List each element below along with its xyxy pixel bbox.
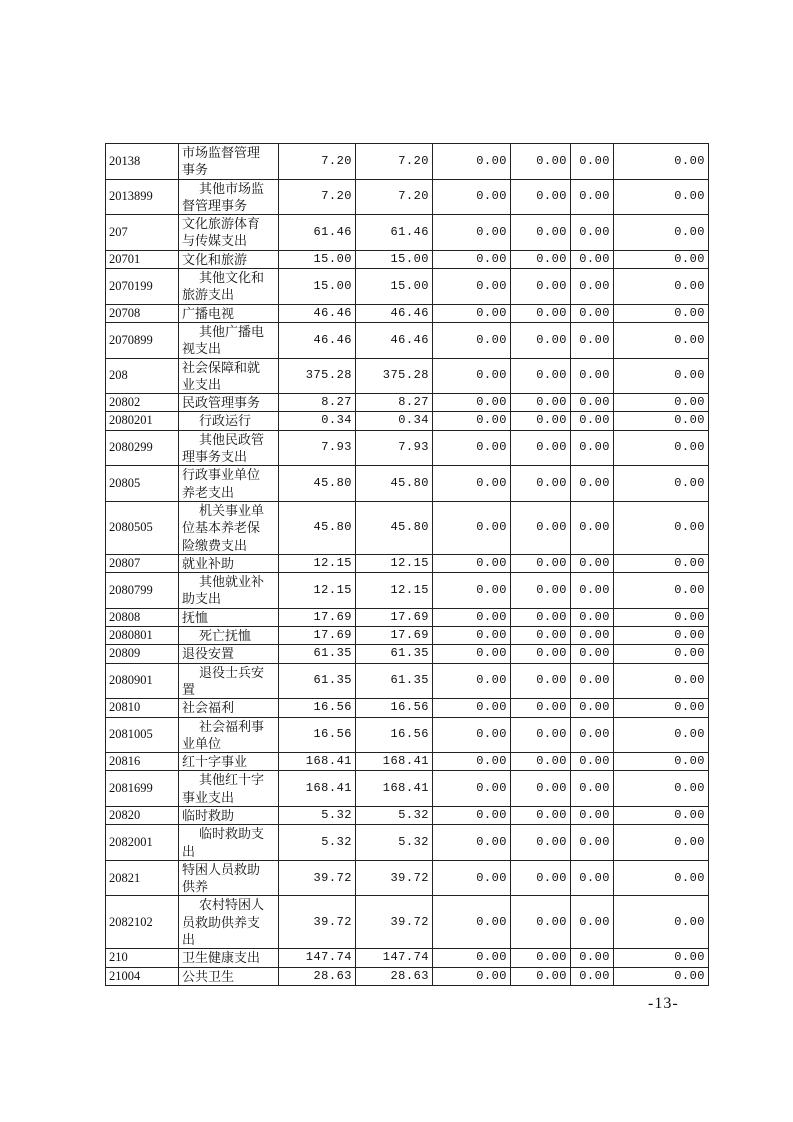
amount-cell: 0.00 bbox=[571, 144, 614, 180]
subject-code: 20807 bbox=[106, 554, 179, 572]
subject-name: 农村特困人员救助供养支出 bbox=[179, 896, 279, 949]
table-row bbox=[106, 699, 709, 717]
amount-cell: 0.00 bbox=[511, 949, 571, 967]
page-number: -13- bbox=[648, 995, 679, 1012]
amount-cell: 15.00 bbox=[356, 250, 433, 268]
subject-code: 2080801 bbox=[106, 627, 179, 645]
amount-cell: 0.00 bbox=[571, 412, 614, 430]
amount-cell: 0.00 bbox=[571, 250, 614, 268]
amount-cell: 0.00 bbox=[433, 269, 511, 305]
subject-name: 广播电视 bbox=[179, 304, 279, 322]
amount-cell: 0.00 bbox=[571, 967, 614, 985]
subject-name: 红十字事业 bbox=[179, 753, 279, 771]
amount-cell: 0.00 bbox=[571, 358, 614, 394]
amount-cell: 0.00 bbox=[571, 627, 614, 645]
amount-cell: 45.80 bbox=[279, 501, 356, 554]
amount-cell: 39.72 bbox=[356, 860, 433, 896]
amount-cell: 7.20 bbox=[279, 144, 356, 180]
subject-name: 民政管理事务 bbox=[179, 394, 279, 412]
table-row bbox=[106, 896, 709, 949]
amount-cell: 0.00 bbox=[511, 179, 571, 215]
subject-name: 就业补助 bbox=[179, 554, 279, 572]
subject-code: 208 bbox=[106, 358, 179, 394]
amount-cell: 0.00 bbox=[614, 699, 709, 717]
amount-cell: 61.35 bbox=[356, 663, 433, 699]
amount-cell: 0.00 bbox=[433, 394, 511, 412]
subject-name: 市场监督管理事务 bbox=[179, 144, 279, 180]
amount-cell: 0.00 bbox=[433, 322, 511, 358]
amount-cell: 0.00 bbox=[571, 949, 614, 967]
amount-cell: 0.00 bbox=[571, 753, 614, 771]
amount-cell: 5.32 bbox=[279, 825, 356, 861]
amount-cell: 16.56 bbox=[279, 699, 356, 717]
amount-cell: 0.00 bbox=[571, 645, 614, 663]
amount-cell: 0.00 bbox=[571, 304, 614, 322]
table-row bbox=[106, 771, 709, 807]
amount-cell: 39.72 bbox=[356, 896, 433, 949]
amount-cell: 0.00 bbox=[614, 771, 709, 807]
subject-name: 文化和旅游 bbox=[179, 250, 279, 268]
subject-name: 临时救助 bbox=[179, 806, 279, 824]
subject-code: 20802 bbox=[106, 394, 179, 412]
amount-cell: 0.34 bbox=[356, 412, 433, 430]
amount-cell: 0.00 bbox=[511, 967, 571, 985]
subject-code: 2081005 bbox=[106, 717, 179, 753]
amount-cell: 147.74 bbox=[356, 949, 433, 967]
subject-code: 20816 bbox=[106, 753, 179, 771]
amount-cell: 0.00 bbox=[511, 771, 571, 807]
amount-cell: 0.00 bbox=[571, 663, 614, 699]
subject-name: 其他市场监督管理事务 bbox=[179, 179, 279, 215]
amount-cell: 0.00 bbox=[571, 466, 614, 502]
subject-code: 2070899 bbox=[106, 322, 179, 358]
amount-cell: 0.00 bbox=[511, 501, 571, 554]
subject-name: 卫生健康支出 bbox=[179, 949, 279, 967]
amount-cell: 46.46 bbox=[279, 322, 356, 358]
amount-cell: 0.00 bbox=[433, 250, 511, 268]
subject-code: 20708 bbox=[106, 304, 179, 322]
amount-cell: 0.00 bbox=[433, 896, 511, 949]
amount-cell: 0.00 bbox=[433, 215, 511, 251]
amount-cell: 0.00 bbox=[433, 466, 511, 502]
table-row bbox=[106, 269, 709, 305]
table-row bbox=[106, 304, 709, 322]
amount-cell: 0.00 bbox=[433, 430, 511, 466]
amount-cell: 0.00 bbox=[614, 144, 709, 180]
table-row bbox=[106, 394, 709, 412]
subject-name: 机关事业单位基本养老保险缴费支出 bbox=[179, 501, 279, 554]
subject-name: 社会福利事业单位 bbox=[179, 717, 279, 753]
amount-cell: 0.00 bbox=[571, 322, 614, 358]
amount-cell: 0.00 bbox=[614, 466, 709, 502]
amount-cell: 0.00 bbox=[614, 825, 709, 861]
table-row bbox=[106, 250, 709, 268]
amount-cell: 8.27 bbox=[356, 394, 433, 412]
amount-cell: 16.56 bbox=[356, 699, 433, 717]
amount-cell: 0.00 bbox=[433, 645, 511, 663]
amount-cell: 0.00 bbox=[571, 608, 614, 626]
amount-cell: 0.00 bbox=[511, 717, 571, 753]
amount-cell: 16.56 bbox=[356, 717, 433, 753]
table-row bbox=[106, 358, 709, 394]
amount-cell: 0.00 bbox=[511, 250, 571, 268]
amount-cell: 16.56 bbox=[279, 717, 356, 753]
amount-cell: 0.00 bbox=[614, 179, 709, 215]
amount-cell: 0.00 bbox=[511, 608, 571, 626]
subject-name: 特困人员救助供养 bbox=[179, 860, 279, 896]
subject-name: 文化旅游体育与传媒支出 bbox=[179, 215, 279, 251]
amount-cell: 0.00 bbox=[511, 430, 571, 466]
subject-name: 临时救助支出 bbox=[179, 825, 279, 861]
amount-cell: 0.00 bbox=[614, 412, 709, 430]
amount-cell: 0.00 bbox=[614, 269, 709, 305]
table-row bbox=[106, 608, 709, 626]
amount-cell: 0.00 bbox=[614, 608, 709, 626]
table-row bbox=[106, 627, 709, 645]
amount-cell: 0.00 bbox=[614, 663, 709, 699]
subject-code: 2080799 bbox=[106, 573, 179, 609]
table-row bbox=[106, 501, 709, 554]
amount-cell: 46.46 bbox=[279, 304, 356, 322]
amount-cell: 168.41 bbox=[279, 771, 356, 807]
table-row bbox=[106, 645, 709, 663]
amount-cell: 0.00 bbox=[571, 896, 614, 949]
subject-code: 210 bbox=[106, 949, 179, 967]
amount-cell: 5.32 bbox=[279, 806, 356, 824]
amount-cell: 45.80 bbox=[279, 466, 356, 502]
amount-cell: 0.00 bbox=[614, 717, 709, 753]
amount-cell: 15.00 bbox=[279, 269, 356, 305]
subject-code: 20810 bbox=[106, 699, 179, 717]
amount-cell: 0.00 bbox=[571, 825, 614, 861]
amount-cell: 0.00 bbox=[511, 663, 571, 699]
table-row bbox=[106, 860, 709, 896]
amount-cell: 0.00 bbox=[614, 967, 709, 985]
amount-cell: 0.00 bbox=[614, 627, 709, 645]
amount-cell: 0.00 bbox=[571, 717, 614, 753]
amount-cell: 0.00 bbox=[511, 215, 571, 251]
table-row bbox=[106, 322, 709, 358]
subject-name: 退役士兵安置 bbox=[179, 663, 279, 699]
amount-cell: 0.00 bbox=[614, 949, 709, 967]
amount-cell: 17.69 bbox=[279, 627, 356, 645]
amount-cell: 0.00 bbox=[433, 179, 511, 215]
amount-cell: 375.28 bbox=[279, 358, 356, 394]
amount-cell: 0.00 bbox=[433, 806, 511, 824]
amount-cell: 168.41 bbox=[356, 753, 433, 771]
table-row bbox=[106, 949, 709, 967]
subject-code: 20821 bbox=[106, 860, 179, 896]
amount-cell: 0.00 bbox=[571, 699, 614, 717]
table-row bbox=[106, 717, 709, 753]
amount-cell: 0.00 bbox=[433, 358, 511, 394]
amount-cell: 17.69 bbox=[356, 608, 433, 626]
subject-code: 20820 bbox=[106, 806, 179, 824]
amount-cell: 0.00 bbox=[511, 322, 571, 358]
amount-cell: 0.00 bbox=[614, 753, 709, 771]
subject-code: 2080505 bbox=[106, 501, 179, 554]
subject-name: 其他文化和旅游支出 bbox=[179, 269, 279, 305]
amount-cell: 0.00 bbox=[571, 269, 614, 305]
amount-cell: 0.00 bbox=[511, 860, 571, 896]
amount-cell: 39.72 bbox=[279, 860, 356, 896]
amount-cell: 0.00 bbox=[571, 771, 614, 807]
amount-cell: 0.00 bbox=[511, 753, 571, 771]
amount-cell: 61.46 bbox=[356, 215, 433, 251]
table-row bbox=[106, 466, 709, 502]
subject-code: 2080299 bbox=[106, 430, 179, 466]
table-row bbox=[106, 806, 709, 824]
amount-cell: 0.34 bbox=[279, 412, 356, 430]
subject-code: 20808 bbox=[106, 608, 179, 626]
subject-name: 其他就业补助支出 bbox=[179, 573, 279, 609]
subject-name: 社会福利 bbox=[179, 699, 279, 717]
amount-cell: 0.00 bbox=[614, 394, 709, 412]
amount-cell: 0.00 bbox=[433, 304, 511, 322]
amount-cell: 0.00 bbox=[433, 967, 511, 985]
table-row bbox=[106, 144, 709, 180]
amount-cell: 0.00 bbox=[433, 554, 511, 572]
amount-cell: 0.00 bbox=[614, 250, 709, 268]
amount-cell: 0.00 bbox=[614, 896, 709, 949]
subject-name: 抚恤 bbox=[179, 608, 279, 626]
table-row bbox=[106, 967, 709, 985]
subject-code: 2013899 bbox=[106, 179, 179, 215]
subject-name: 其他红十字事业支出 bbox=[179, 771, 279, 807]
amount-cell: 61.35 bbox=[279, 645, 356, 663]
subject-name: 社会保障和就业支出 bbox=[179, 358, 279, 394]
amount-cell: 0.00 bbox=[614, 304, 709, 322]
amount-cell: 0.00 bbox=[511, 825, 571, 861]
amount-cell: 0.00 bbox=[433, 771, 511, 807]
subject-code: 20701 bbox=[106, 250, 179, 268]
amount-cell: 0.00 bbox=[511, 896, 571, 949]
table-row bbox=[106, 663, 709, 699]
amount-cell: 5.32 bbox=[356, 806, 433, 824]
amount-cell: 0.00 bbox=[511, 269, 571, 305]
subject-code: 2082102 bbox=[106, 896, 179, 949]
amount-cell: 168.41 bbox=[356, 771, 433, 807]
subject-name: 行政事业单位养老支出 bbox=[179, 466, 279, 502]
subject-name: 行政运行 bbox=[179, 412, 279, 430]
amount-cell: 0.00 bbox=[614, 430, 709, 466]
amount-cell: 28.63 bbox=[279, 967, 356, 985]
subject-code: 2081699 bbox=[106, 771, 179, 807]
amount-cell: 7.20 bbox=[279, 179, 356, 215]
subject-name: 其他广播电视支出 bbox=[179, 322, 279, 358]
amount-cell: 15.00 bbox=[356, 269, 433, 305]
subject-code: 20138 bbox=[106, 144, 179, 180]
amount-cell: 0.00 bbox=[433, 608, 511, 626]
subject-code: 21004 bbox=[106, 967, 179, 985]
amount-cell: 0.00 bbox=[433, 949, 511, 967]
table-row bbox=[106, 825, 709, 861]
amount-cell: 0.00 bbox=[614, 860, 709, 896]
table-row bbox=[106, 430, 709, 466]
amount-cell: 0.00 bbox=[511, 394, 571, 412]
amount-cell: 5.32 bbox=[356, 825, 433, 861]
subject-code: 2080201 bbox=[106, 412, 179, 430]
amount-cell: 0.00 bbox=[511, 466, 571, 502]
amount-cell: 17.69 bbox=[356, 627, 433, 645]
amount-cell: 0.00 bbox=[571, 394, 614, 412]
amount-cell: 17.69 bbox=[279, 608, 356, 626]
amount-cell: 0.00 bbox=[433, 144, 511, 180]
subject-name: 死亡抚恤 bbox=[179, 627, 279, 645]
amount-cell: 0.00 bbox=[571, 215, 614, 251]
amount-cell: 0.00 bbox=[571, 430, 614, 466]
amount-cell: 0.00 bbox=[511, 573, 571, 609]
amount-cell: 12.15 bbox=[356, 573, 433, 609]
amount-cell: 0.00 bbox=[511, 627, 571, 645]
amount-cell: 0.00 bbox=[433, 699, 511, 717]
amount-cell: 0.00 bbox=[511, 806, 571, 824]
amount-cell: 0.00 bbox=[433, 825, 511, 861]
amount-cell: 45.80 bbox=[356, 501, 433, 554]
amount-cell: 15.00 bbox=[279, 250, 356, 268]
amount-cell: 0.00 bbox=[433, 663, 511, 699]
table-body bbox=[106, 144, 709, 986]
subject-code: 2070199 bbox=[106, 269, 179, 305]
amount-cell: 12.15 bbox=[356, 554, 433, 572]
amount-cell: 7.93 bbox=[279, 430, 356, 466]
amount-cell: 0.00 bbox=[433, 573, 511, 609]
amount-cell: 0.00 bbox=[571, 806, 614, 824]
amount-cell: 61.35 bbox=[356, 645, 433, 663]
amount-cell: 375.28 bbox=[356, 358, 433, 394]
amount-cell: 0.00 bbox=[571, 573, 614, 609]
amount-cell: 39.72 bbox=[279, 896, 356, 949]
amount-cell: 0.00 bbox=[614, 358, 709, 394]
amount-cell: 0.00 bbox=[433, 717, 511, 753]
amount-cell: 45.80 bbox=[356, 466, 433, 502]
amount-cell: 0.00 bbox=[614, 645, 709, 663]
amount-cell: 0.00 bbox=[433, 753, 511, 771]
subject-code: 20805 bbox=[106, 466, 179, 502]
amount-cell: 168.41 bbox=[279, 753, 356, 771]
amount-cell: 8.27 bbox=[279, 394, 356, 412]
amount-cell: 147.74 bbox=[279, 949, 356, 967]
amount-cell: 28.63 bbox=[356, 967, 433, 985]
amount-cell: 0.00 bbox=[614, 573, 709, 609]
amount-cell: 0.00 bbox=[511, 304, 571, 322]
amount-cell: 0.00 bbox=[433, 501, 511, 554]
amount-cell: 0.00 bbox=[511, 412, 571, 430]
amount-cell: 0.00 bbox=[614, 806, 709, 824]
table-row bbox=[106, 412, 709, 430]
amount-cell: 0.00 bbox=[614, 322, 709, 358]
table-row bbox=[106, 179, 709, 215]
amount-cell: 0.00 bbox=[571, 179, 614, 215]
table-row bbox=[106, 573, 709, 609]
subject-code: 2082001 bbox=[106, 825, 179, 861]
amount-cell: 0.00 bbox=[433, 412, 511, 430]
amount-cell: 0.00 bbox=[511, 699, 571, 717]
table-row bbox=[106, 554, 709, 572]
amount-cell: 0.00 bbox=[511, 554, 571, 572]
amount-cell: 0.00 bbox=[571, 501, 614, 554]
amount-cell: 7.20 bbox=[356, 144, 433, 180]
table-row bbox=[106, 215, 709, 251]
subject-name: 其他民政管理事务支出 bbox=[179, 430, 279, 466]
subject-name: 公共卫生 bbox=[179, 967, 279, 985]
amount-cell: 46.46 bbox=[356, 304, 433, 322]
amount-cell: 12.15 bbox=[279, 573, 356, 609]
amount-cell: 0.00 bbox=[614, 554, 709, 572]
amount-cell: 0.00 bbox=[433, 627, 511, 645]
amount-cell: 0.00 bbox=[614, 215, 709, 251]
subject-code: 2080901 bbox=[106, 663, 179, 699]
budget-table bbox=[105, 143, 709, 986]
subject-name: 退役安置 bbox=[179, 645, 279, 663]
amount-cell: 0.00 bbox=[571, 554, 614, 572]
table-row bbox=[106, 753, 709, 771]
amount-cell: 61.46 bbox=[279, 215, 356, 251]
amount-cell: 0.00 bbox=[511, 144, 571, 180]
amount-cell: 0.00 bbox=[433, 860, 511, 896]
amount-cell: 61.35 bbox=[279, 663, 356, 699]
amount-cell: 0.00 bbox=[511, 645, 571, 663]
amount-cell: 7.93 bbox=[356, 430, 433, 466]
amount-cell: 7.20 bbox=[356, 179, 433, 215]
amount-cell: 46.46 bbox=[356, 322, 433, 358]
subject-code: 207 bbox=[106, 215, 179, 251]
amount-cell: 0.00 bbox=[614, 501, 709, 554]
subject-code: 20809 bbox=[106, 645, 179, 663]
amount-cell: 0.00 bbox=[511, 358, 571, 394]
amount-cell: 0.00 bbox=[571, 860, 614, 896]
amount-cell: 12.15 bbox=[279, 554, 356, 572]
